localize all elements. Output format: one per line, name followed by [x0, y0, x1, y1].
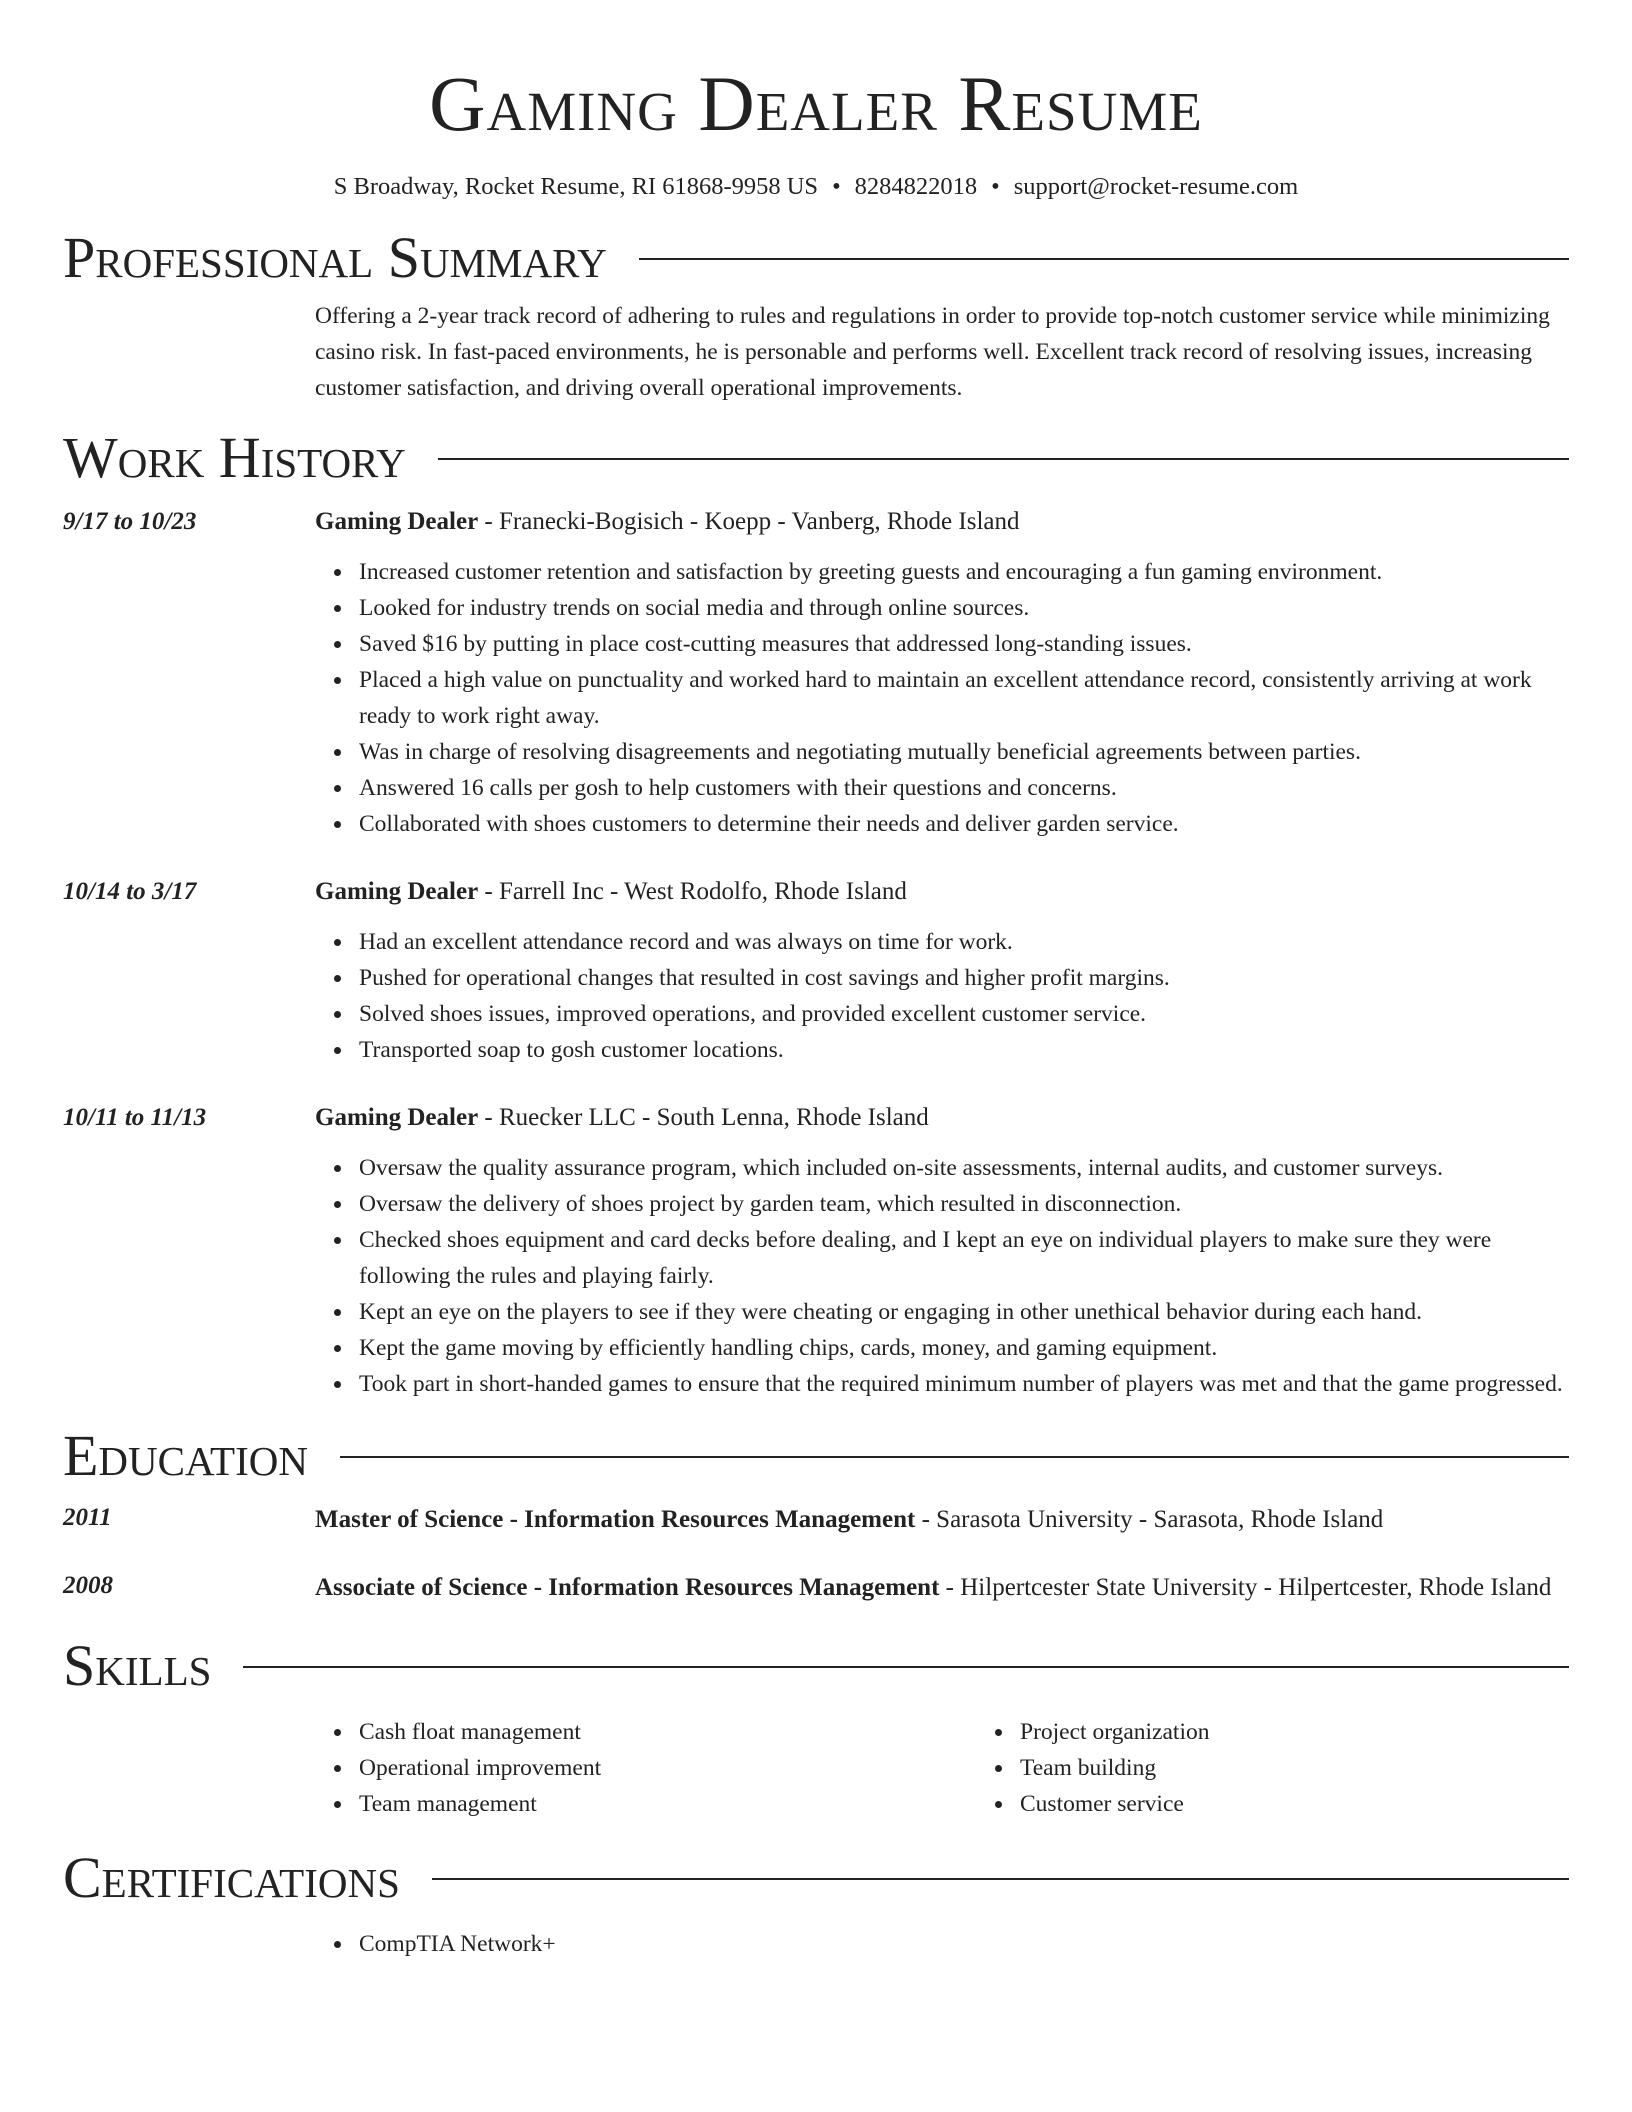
- list-item: Was in charge of resolving disagreements and negotiating mutually beneficial agreements between parties.: [359, 734, 1569, 770]
- education-year: 2011: [63, 1504, 112, 1531]
- skills-row: [63, 1714, 1569, 1822]
- list-item: Placed a high value on punctuality and worked hard to maintain an excellent attendance record, consistently arriving at work ready to work right away.: [359, 662, 1569, 734]
- work-history-section: [63, 425, 1569, 1402]
- section-title: Work History: [63, 425, 406, 490]
- education-entry: [63, 1568, 1569, 1608]
- education-section: [63, 1423, 1569, 1608]
- section-header: [63, 425, 1569, 490]
- skills-column: [315, 1714, 976, 1822]
- list-item: Increased customer retention and satisfaction by greeting guests and encouraging a fun gaming environment.: [359, 554, 1569, 590]
- certifications-list: [315, 1926, 1569, 1962]
- education-school: - Hilpertcester State University - Hilpertcester, Rhode Island: [939, 1574, 1552, 1601]
- list-item: Oversaw the delivery of shoes project by garden team, which resulted in disconnection.: [359, 1186, 1569, 1222]
- list-item: Oversaw the quality assurance program, which included on-site assessments, internal audits, and customer surveys.: [359, 1150, 1569, 1186]
- job-employer: - Farrell Inc - West Rodolfo, Rhode Island: [478, 878, 907, 905]
- list-item: Kept an eye on the players to see if they were cheating or engaging in other unethical behavior during each hand.: [359, 1294, 1569, 1330]
- certifications-row: [63, 1926, 1569, 1962]
- job-bullets: [315, 1150, 1569, 1402]
- education-degree: Associate of Science - Information Resources Management: [315, 1574, 940, 1601]
- contact-line: [0, 170, 1632, 204]
- list-item: Had an excellent attendance record and was always on time for work.: [359, 924, 1569, 960]
- job-employer: - Ruecker LLC - South Lenna, Rhode Island: [478, 1104, 929, 1131]
- list-item: Project organization: [1020, 1714, 1632, 1750]
- skills-grid: [315, 1714, 1632, 1822]
- summary-row: [63, 298, 1569, 406]
- job-entry: [63, 874, 1569, 1068]
- list-item: Saved $16 by putting in place cost-cutting measures that addressed long-standing issues.: [359, 626, 1569, 662]
- contact-phone: 8284822018: [854, 173, 978, 200]
- contact-separator: •: [991, 173, 1000, 200]
- section-header: [63, 1633, 1569, 1698]
- job-dates: 10/14 to 3/17: [63, 878, 197, 905]
- skills-section: [63, 1633, 1569, 1822]
- job-dates: 10/11 to 11/13: [63, 1104, 207, 1131]
- job-title-line: [315, 504, 1569, 540]
- list-item: Team building: [1020, 1750, 1632, 1786]
- job-role: Gaming Dealer: [315, 878, 479, 905]
- list-item: Took part in short-handed games to ensure that the required minimum number of players was met and that the game progressed.: [359, 1366, 1569, 1402]
- list-item: Customer service: [1020, 1786, 1632, 1822]
- job-bullets: [315, 924, 1569, 1068]
- summary-section: [63, 225, 1569, 406]
- section-divider: [243, 1666, 1569, 1668]
- education-school: - Sarasota University - Sarasota, Rhode Island: [915, 1506, 1384, 1533]
- education-degree: Master of Science - Information Resources Management: [315, 1506, 916, 1533]
- section-header: [63, 225, 1569, 290]
- job-dates: 9/17 to 10/23: [63, 508, 197, 535]
- job-role: Gaming Dealer: [315, 1104, 479, 1131]
- list-item: Checked shoes equipment and card decks before dealing, and I kept an eye on individual players to make sure they were following the rules and playing fairly.: [359, 1222, 1569, 1294]
- section-divider: [432, 1878, 1569, 1880]
- list-item: Pushed for operational changes that resulted in cost savings and higher profit margins.: [359, 960, 1569, 996]
- resume-header: [0, 0, 1632, 204]
- certifications-section: [63, 1845, 1569, 1962]
- contact-address: S Broadway, Rocket Resume, RI 61868-9958 US: [333, 173, 819, 200]
- list-item: Kept the game moving by efficiently handling chips, cards, money, and gaming equipment.: [359, 1330, 1569, 1366]
- section-title: Skills: [63, 1633, 212, 1698]
- section-header: [63, 1845, 1569, 1910]
- list-item: Solved shoes issues, improved operations, and provided excellent customer service.: [359, 996, 1569, 1032]
- education-year: 2008: [63, 1572, 113, 1599]
- section-title: Certifications: [63, 1845, 400, 1910]
- job-title-line: [315, 1100, 1569, 1136]
- job-employer: - Franecki-Bogisich - Koepp - Vanberg, Rhode Island: [478, 508, 1020, 535]
- list-item: Operational improvement: [359, 1750, 976, 1786]
- section-divider: [340, 1456, 1569, 1458]
- education-entry: [63, 1500, 1569, 1540]
- skills-column: [976, 1714, 1632, 1822]
- section-divider: [438, 458, 1569, 460]
- list-item: Cash float management: [359, 1714, 976, 1750]
- job-role: Gaming Dealer: [315, 508, 479, 535]
- job-entry: [63, 1100, 1569, 1402]
- contact-separator: •: [832, 173, 841, 200]
- contact-email[interactable]: support@rocket-resume.com: [1013, 173, 1299, 200]
- list-item: Looked for industry trends on social media and through online sources.: [359, 590, 1569, 626]
- job-entry: [63, 504, 1569, 842]
- list-item: Team management: [359, 1786, 976, 1822]
- job-title-line: [315, 874, 1569, 910]
- list-item: Answered 16 calls per gosh to help customers with their questions and concerns.: [359, 770, 1569, 806]
- page-title: Gaming Dealer Resume: [429, 60, 1203, 147]
- section-divider: [639, 258, 1569, 260]
- list-item: CompTIA Network+: [359, 1926, 1569, 1962]
- section-header: [63, 1423, 1569, 1488]
- job-bullets: [315, 554, 1569, 842]
- list-item: Collaborated with shoes customers to determine their needs and deliver garden service.: [359, 806, 1569, 842]
- section-title: Education: [63, 1423, 308, 1488]
- list-item: Transported soap to gosh customer locations.: [359, 1032, 1569, 1068]
- section-title: Professional Summary: [63, 225, 607, 290]
- summary-text: Offering a 2-year track record of adhering to rules and regulations in order to provide top-notch customer service while minimizing casino risk. In fast-paced environments, he is personable and performs well. Excellent track record of resolving issues, increasing customer satisfaction, and driving overall operational improvements.: [315, 303, 1550, 401]
